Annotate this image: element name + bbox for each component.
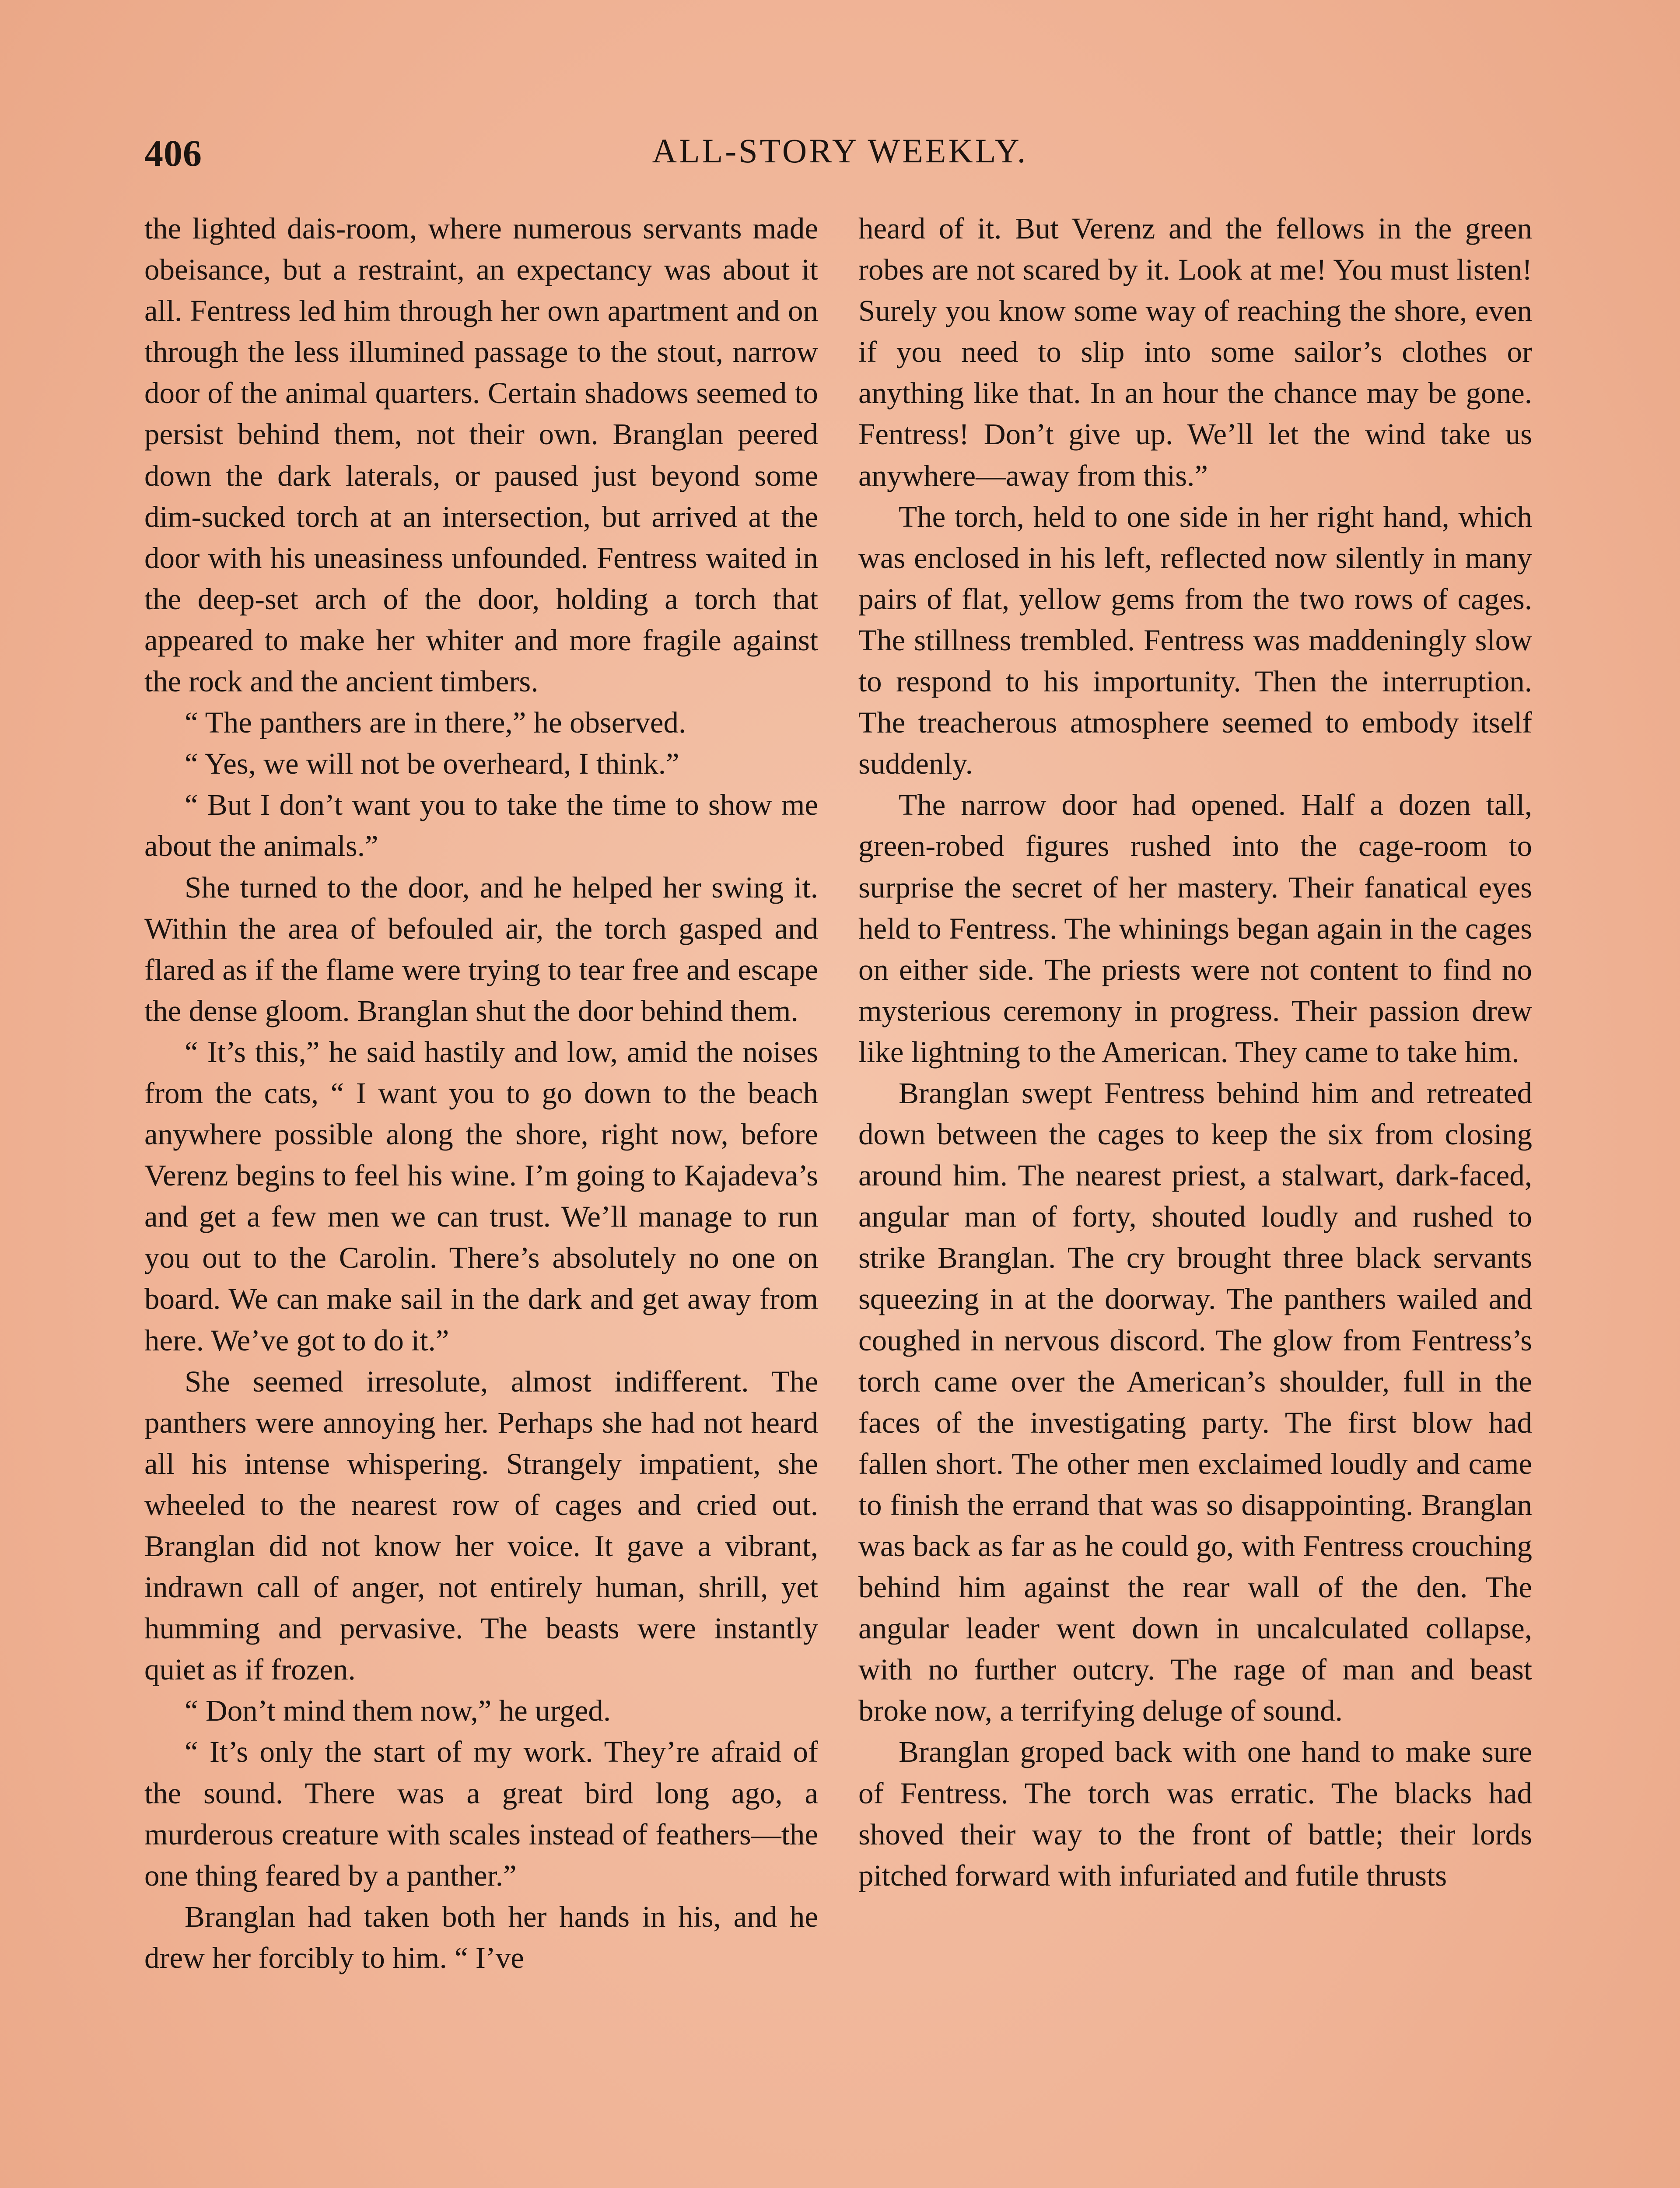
paragraph: heard of it. But Verenz and the fellows in the green robes are not scared by it. Look at me! You must listen! Surely you know some way of reaching the shore, even if you need to slip into some sailor’s clothes or anything like that. In an hour the chance may be gone. Fentress! Don’t give up. We’ll let the wind take us anywhere—away from this.” bbox=[858, 212, 1532, 492]
paragraph: The torch, held to one side in her right hand, which was enclosed in his left, reflected now silently in many pairs of flat, yellow gems from the two rows of cages. The stillness trembled. Fentress was maddeningly slow to respond to his importunity. Then the interruption. The treacherous atmosphere seemed to embody itself suddenly. bbox=[858, 500, 1532, 781]
paragraph: She seemed irresolute, almost indifferent. The panthers were annoying her. Perhaps she had not heard all his intense whispering. Strangely impatient, she wheeled to the nearest row of cages and cried out. Branglan did not know her voice. It gave a vibrant, indrawn call of anger, not entirely human, shrill, yet humming and pervasive. The beasts were instantly quiet as if frozen. bbox=[144, 1364, 818, 1687]
paragraph: She turned to the door, and he helped her swing it. Within the area of befouled air, the torch gasped and flared as if the flame were trying to tear free and escape the dense gloom. Branglan shut the door behind them. bbox=[144, 870, 818, 1027]
paragraph: Branglan had taken both her hands in his, and he drew her forcibly to him. “ I’ve bbox=[144, 1900, 818, 1974]
paragraph: “ The panthers are in there,” he observed. bbox=[185, 706, 686, 740]
paragraph: “ But I don’t want you to take the time to show me about the animals.” bbox=[144, 788, 818, 863]
right-column bbox=[858, 208, 1532, 2188]
page-number: 406 bbox=[144, 132, 202, 174]
paragraph: “ It’s only the start of my work. They’re afraid of the sound. There was a great bird long ago, a murderous creature with scales instead of feathers—the one thing feared by a panther.” bbox=[144, 1735, 818, 1892]
paragraph: the lighted dais-room, where numerous servants made obeisance, but a restraint, an expectancy was about it all. Fentress led him through her own apartment and on through the less illumined passage to the stout, narrow door of the animal quarters. Certain shadows seemed to persist behind them, not their own. Branglan peered down the dark laterals, or paused just beyond some dim-sucked torch at an intersection, but arrived at the door with his uneasiness unfounded. Fentress waited in the deep-set arch of the door, holding a torch that appeared to make her whiter and more fragile against the rock and the ancient timbers. bbox=[144, 212, 818, 698]
paragraph: Branglan groped back with one hand to make sure of Fentress. The torch was erratic. The blacks had shoved their way to the front of battle; their lords pitched forward with infuriated and futile thrusts bbox=[858, 1735, 1532, 1892]
paragraph: The narrow door had opened. Half a dozen tall, green-robed figures rushed into the cage-room to surprise the secret of her mastery. Their fanatical eyes held to Fentress. The whinings began again in the cages on either side. The priests were not content to find no mysterious ceremony in progress. Their passion drew like lightning to the American. They came to take him. bbox=[858, 788, 1532, 1069]
paragraph: “ Yes, we will not be overheard, I think.” bbox=[185, 747, 679, 781]
left-column bbox=[144, 208, 818, 2188]
running-title: ALL-STORY WEEKLY. bbox=[652, 132, 1028, 170]
paragraph: “ Don’t mind them now,” he urged. bbox=[185, 1694, 611, 1728]
paragraph: Branglan swept Fentress behind him and retreated down between the cages to keep the six from closing around him. The nearest priest, a stalwart, dark-faced, angular man of forty, shouted loudly and rushed to strike Branglan. The cry brought three black servants squeezing in at the doorway. The panthers wailed and coughed in nervous discord. The glow from Fentress’s torch came over the American’s shoulder, full in the faces of the investigating party. The first blow had fallen short. The other men exclaimed loudly and came to finish the errand that was so disappointing. Branglan was back as far as he could go, with Fentress crouching behind him against the rear wall of the den. The angular leader went down in uncalculated collapse, with no further outcry. The rage of man and beast broke now, a terrifying deluge of sound. bbox=[858, 1076, 1532, 1728]
paragraph: “ It’s this,” he said hastily and low, amid the noises from the cats, “ I want you to go down to the beach anywhere possible along the shore, right now, before Verenz begins to feel his wine. I’m going to Kajadeva’s and get a few men we can trust. We’ll manage to run you out to the Carolin. There’s absolutely no one on board. We can make sail in the dark and get away from here. We’ve got to do it.” bbox=[144, 1035, 818, 1357]
page-header bbox=[144, 131, 1536, 184]
